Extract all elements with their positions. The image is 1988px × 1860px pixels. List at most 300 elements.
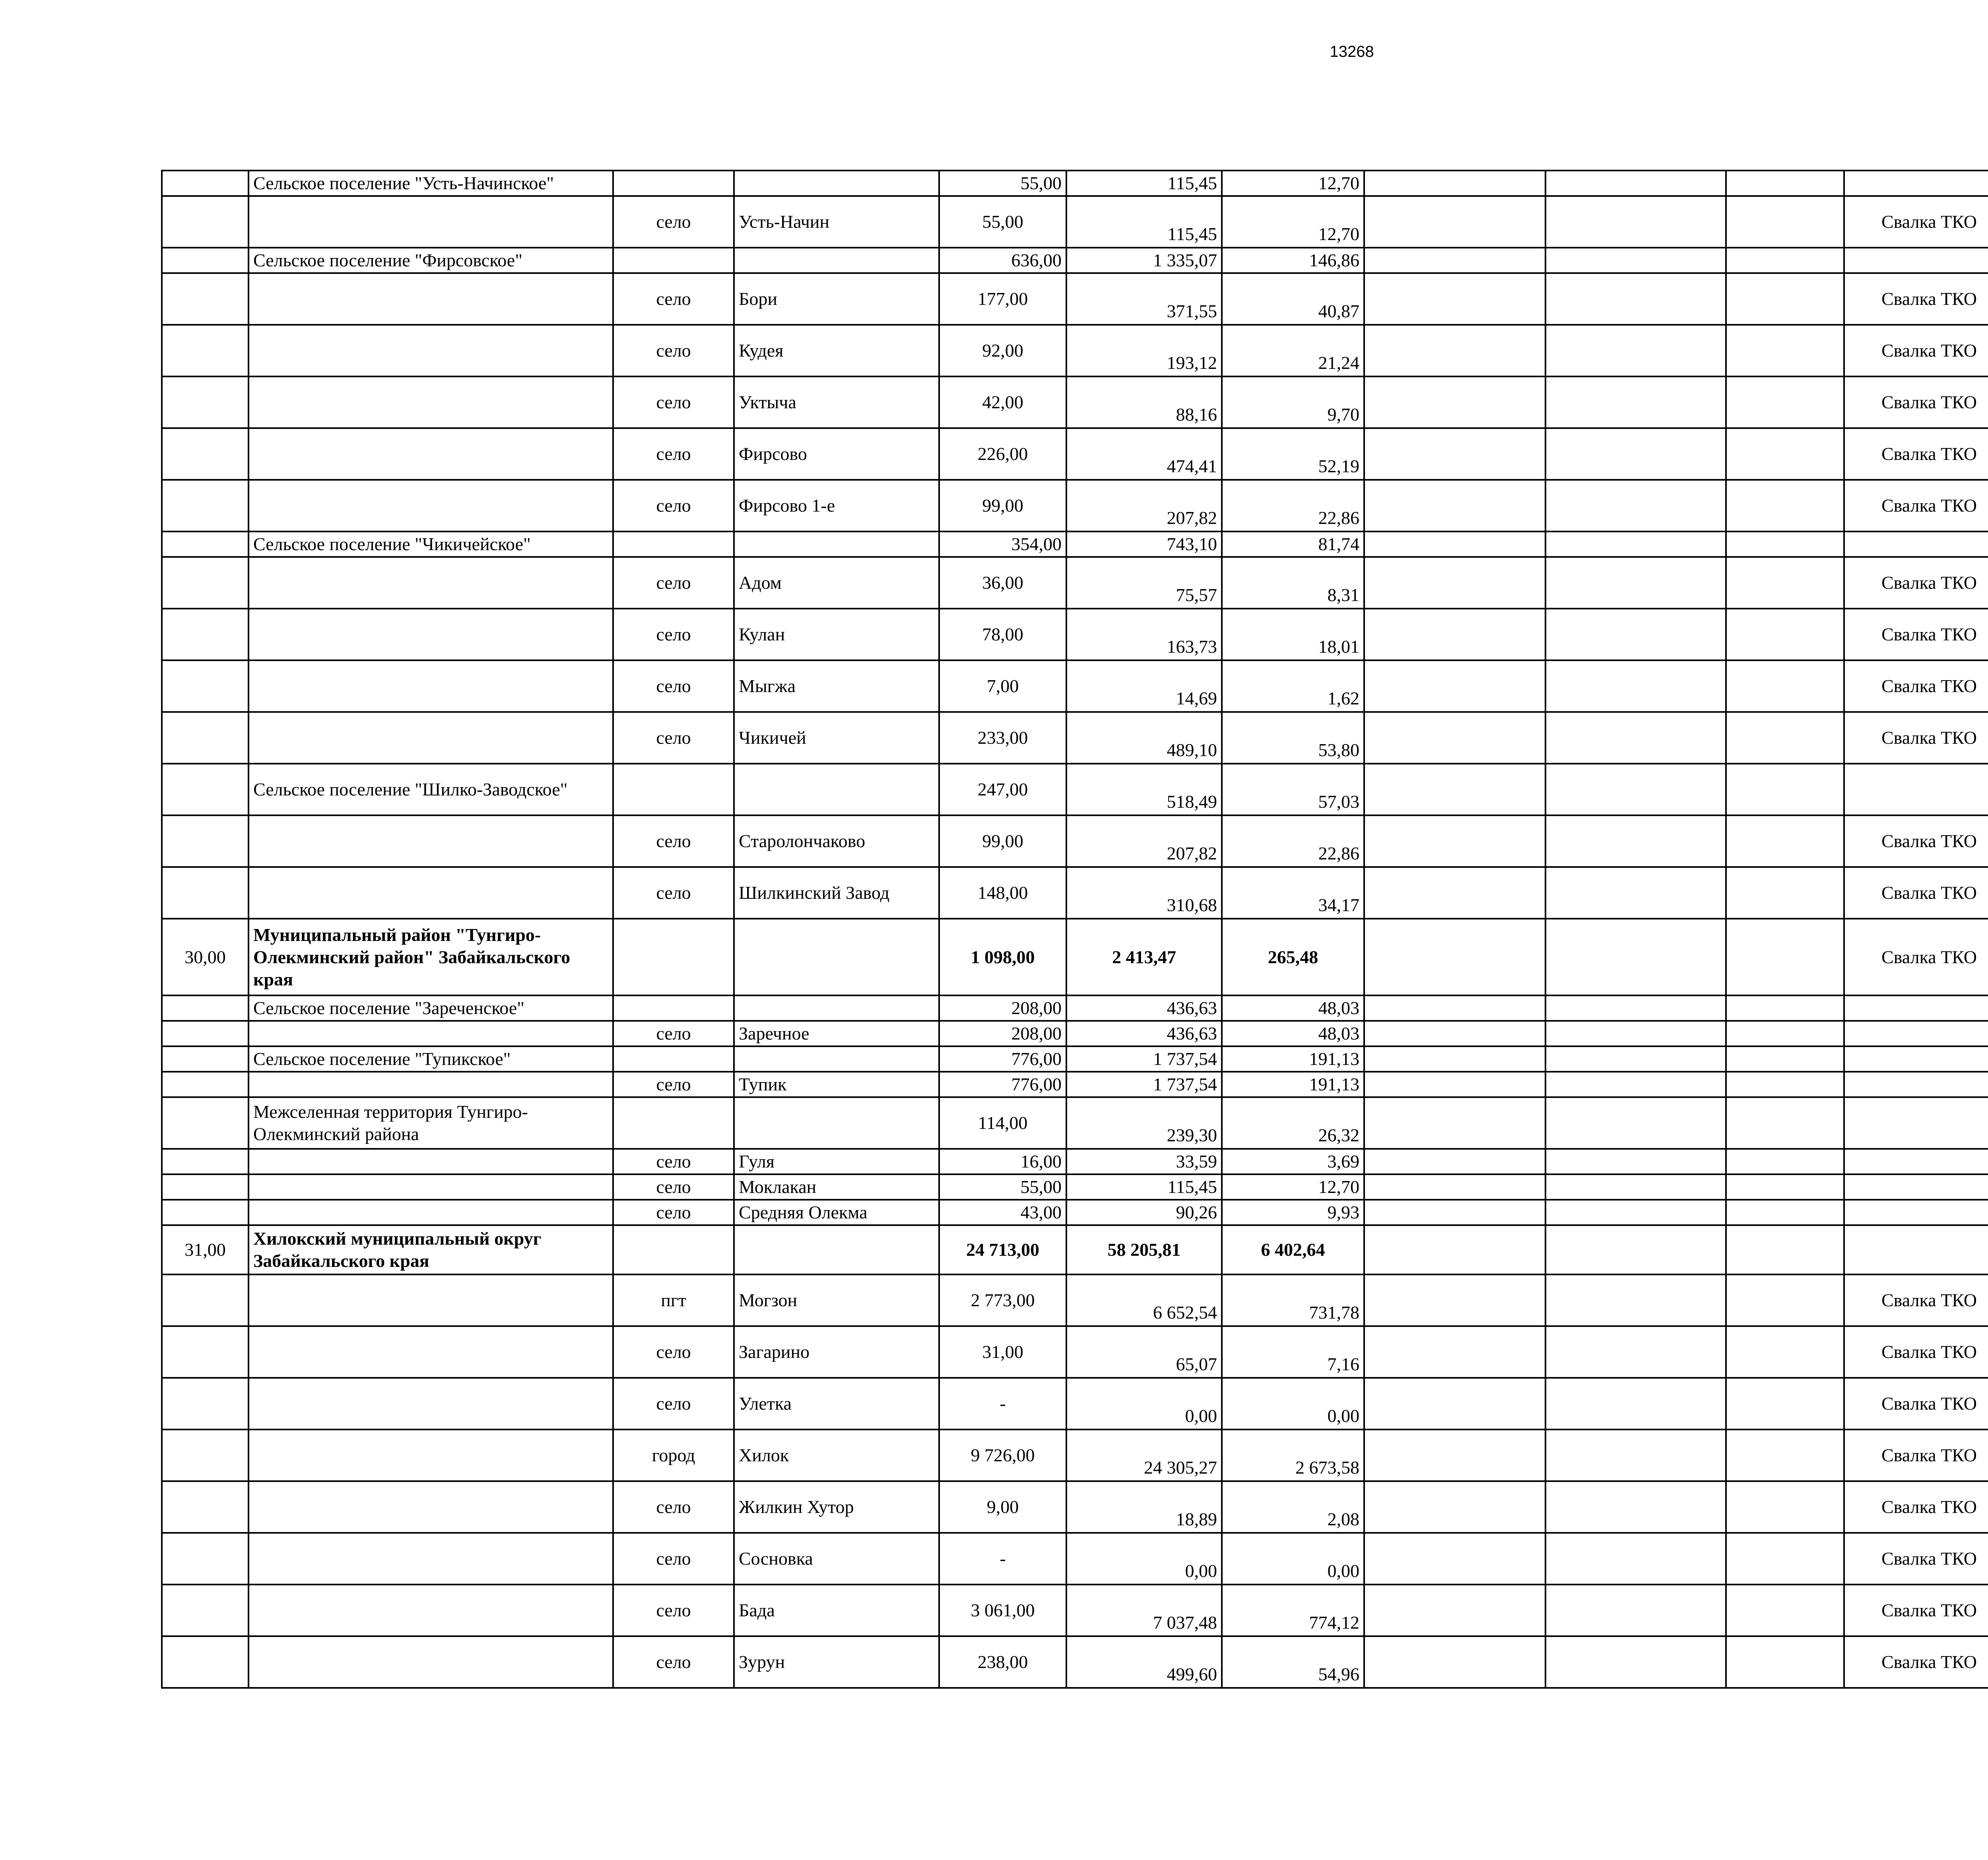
- territory-name-cell: [248, 1481, 613, 1533]
- empty-cell: [1545, 480, 1726, 531]
- empty-cell: [1726, 1378, 1844, 1429]
- empty-cell: [1364, 995, 1545, 1021]
- table-row: [162, 1326, 1988, 1378]
- empty-cell: [1545, 995, 1726, 1021]
- disposal-object-cell: [1844, 248, 1988, 273]
- disposal-object-cell: Свалка ТКО: [1844, 660, 1988, 712]
- empty-cell: [1726, 815, 1844, 867]
- settlement-name-cell: Мыгжа: [734, 660, 939, 712]
- table-row: [162, 248, 1988, 273]
- empty-cell: [1364, 919, 1545, 995]
- territory-name-cell: [248, 1149, 613, 1174]
- empty-cell: [1545, 1636, 1726, 1688]
- volume-cell: 115,45: [1066, 196, 1222, 248]
- settlement-name-cell: Сосновка: [734, 1533, 939, 1585]
- disposal-object-cell: [1844, 1149, 1988, 1174]
- settlement-type-cell: [613, 248, 734, 273]
- territory-name-cell: Сельское поселение "Зареченское": [248, 995, 613, 1021]
- mass-cell: 26,32: [1222, 1097, 1364, 1149]
- disposal-object-cell: Свалка ТКО: [1844, 196, 1988, 248]
- disposal-object-cell: Свалка ТКО: [1844, 815, 1988, 867]
- volume-cell: 2 413,47: [1066, 919, 1222, 995]
- settlement-type-cell: село: [613, 1174, 734, 1200]
- settlement-type-cell: село: [613, 712, 734, 764]
- row-number-cell: [162, 1533, 248, 1585]
- mass-cell: 53,80: [1222, 712, 1364, 764]
- settlements-table: [161, 170, 1988, 1689]
- volume-cell: 518,49: [1066, 764, 1222, 815]
- empty-cell: [1364, 1174, 1545, 1200]
- empty-cell: [1364, 1429, 1545, 1481]
- settlement-type-cell: село: [613, 428, 734, 480]
- settlement-type-cell: село: [613, 196, 734, 248]
- empty-cell: [1726, 1174, 1844, 1200]
- mass-cell: 18,01: [1222, 609, 1364, 660]
- disposal-object-cell: Свалка ТКО: [1844, 376, 1988, 428]
- empty-cell: [1726, 1200, 1844, 1225]
- settlement-type-cell: село: [613, 1378, 734, 1429]
- disposal-object-cell: Свалка ТКО: [1844, 712, 1988, 764]
- territory-name-cell: [248, 1533, 613, 1585]
- settlement-type-cell: пгт: [613, 1274, 734, 1326]
- population-cell: -: [939, 1378, 1066, 1429]
- empty-cell: [1364, 609, 1545, 660]
- territory-name-cell: [248, 815, 613, 867]
- empty-cell: [1545, 1046, 1726, 1072]
- settlement-name-cell: [734, 995, 939, 1021]
- disposal-object-cell: Свалка ТКО: [1844, 1429, 1988, 1481]
- settlement-type-cell: [613, 764, 734, 815]
- volume-cell: 193,12: [1066, 325, 1222, 376]
- row-number-cell: [162, 1378, 248, 1429]
- territory-name-cell: [248, 325, 613, 376]
- empty-cell: [1545, 815, 1726, 867]
- population-cell: 24 713,00: [939, 1225, 1066, 1274]
- settlement-name-cell: Гуля: [734, 1149, 939, 1174]
- territory-name-cell: Муниципальный район "Тунгиро- Олекминский район" Забайкальского края: [248, 919, 613, 995]
- table-row: [162, 1429, 1988, 1481]
- empty-cell: [1726, 1429, 1844, 1481]
- population-cell: 3 061,00: [939, 1585, 1066, 1636]
- empty-cell: [1726, 1149, 1844, 1174]
- empty-cell: [1545, 325, 1726, 376]
- row-number-cell: [162, 660, 248, 712]
- mass-cell: 0,00: [1222, 1378, 1364, 1429]
- empty-cell: [1726, 531, 1844, 557]
- settlement-name-cell: [734, 764, 939, 815]
- table-row: [162, 273, 1988, 325]
- territory-name-cell: [248, 557, 613, 609]
- row-number-cell: [162, 995, 248, 1021]
- row-number-cell: [162, 712, 248, 764]
- empty-cell: [1364, 376, 1545, 428]
- territory-name-cell: [248, 1274, 613, 1326]
- empty-cell: [1364, 764, 1545, 815]
- mass-cell: 22,86: [1222, 480, 1364, 531]
- empty-cell: [1726, 171, 1844, 196]
- volume-cell: 6 652,54: [1066, 1274, 1222, 1326]
- settlement-type-cell: село: [613, 1072, 734, 1097]
- row-number-cell: [162, 1174, 248, 1200]
- settlement-name-cell: [734, 171, 939, 196]
- mass-cell: 2 673,58: [1222, 1429, 1364, 1481]
- volume-cell: 1 737,54: [1066, 1072, 1222, 1097]
- settlement-type-cell: село: [613, 557, 734, 609]
- empty-cell: [1545, 1378, 1726, 1429]
- settlement-name-cell: Бада: [734, 1585, 939, 1636]
- population-cell: 36,00: [939, 557, 1066, 609]
- table-row: [162, 1533, 1988, 1585]
- settlement-type-cell: село: [613, 1533, 734, 1585]
- empty-cell: [1364, 867, 1545, 919]
- table-row: [162, 1174, 1988, 1200]
- settlement-name-cell: Тупик: [734, 1072, 939, 1097]
- mass-cell: 9,70: [1222, 376, 1364, 428]
- mass-cell: 2,08: [1222, 1481, 1364, 1533]
- population-cell: 55,00: [939, 171, 1066, 196]
- volume-cell: 1 737,54: [1066, 1046, 1222, 1072]
- territory-name-cell: [248, 712, 613, 764]
- disposal-object-cell: Свалка ТКО: [1844, 325, 1988, 376]
- mass-cell: 146,86: [1222, 248, 1364, 273]
- empty-cell: [1726, 1225, 1844, 1274]
- volume-cell: 115,45: [1066, 171, 1222, 196]
- empty-cell: [1545, 867, 1726, 919]
- table-row: [162, 1378, 1988, 1429]
- settlement-name-cell: [734, 248, 939, 273]
- volume-cell: 239,30: [1066, 1097, 1222, 1149]
- table-row: [162, 1225, 1988, 1274]
- table-row: [162, 1097, 1988, 1149]
- mass-cell: 22,86: [1222, 815, 1364, 867]
- row-number-cell: [162, 325, 248, 376]
- mass-cell: 8,31: [1222, 557, 1364, 609]
- mass-cell: 81,74: [1222, 531, 1364, 557]
- row-number-cell: [162, 1021, 248, 1046]
- mass-cell: 12,70: [1222, 196, 1364, 248]
- empty-cell: [1545, 1200, 1726, 1225]
- mass-cell: 12,70: [1222, 171, 1364, 196]
- disposal-object-cell: Свалка ТКО: [1844, 1378, 1988, 1429]
- volume-cell: 163,73: [1066, 609, 1222, 660]
- mass-cell: 48,03: [1222, 995, 1364, 1021]
- settlement-name-cell: [734, 919, 939, 995]
- settlement-name-cell: [734, 1225, 939, 1274]
- volume-cell: 14,69: [1066, 660, 1222, 712]
- row-number-cell: [162, 867, 248, 919]
- territory-name-cell: [248, 1636, 613, 1688]
- empty-cell: [1726, 995, 1844, 1021]
- volume-cell: 207,82: [1066, 815, 1222, 867]
- table-row: [162, 531, 1988, 557]
- table-row: [162, 480, 1988, 531]
- territory-name-cell: Сельское поселение "Шилко-Заводское": [248, 764, 613, 815]
- mass-cell: 12,70: [1222, 1174, 1364, 1200]
- territory-name-cell: Сельское поселение "Чикичейское": [248, 531, 613, 557]
- disposal-object-cell: [1844, 171, 1988, 196]
- empty-cell: [1364, 1378, 1545, 1429]
- settlement-name-cell: Старолончаково: [734, 815, 939, 867]
- volume-cell: 1 335,07: [1066, 248, 1222, 273]
- table-row: [162, 428, 1988, 480]
- empty-cell: [1726, 1046, 1844, 1072]
- settlement-name-cell: Адом: [734, 557, 939, 609]
- population-cell: 16,00: [939, 1149, 1066, 1174]
- settlement-type-cell: село: [613, 325, 734, 376]
- settlement-type-cell: село: [613, 867, 734, 919]
- mass-cell: 6 402,64: [1222, 1225, 1364, 1274]
- empty-cell: [1545, 1097, 1726, 1149]
- empty-cell: [1364, 1200, 1545, 1225]
- row-number-cell: 31,00: [162, 1225, 248, 1274]
- settlement-name-cell: Средняя Олекма: [734, 1200, 939, 1225]
- territory-name-cell: [248, 1200, 613, 1225]
- territory-name-cell: [248, 480, 613, 531]
- settlement-type-cell: село: [613, 1326, 734, 1378]
- settlement-name-cell: Моклакан: [734, 1174, 939, 1200]
- empty-cell: [1545, 1533, 1726, 1585]
- mass-cell: 3,69: [1222, 1149, 1364, 1174]
- disposal-object-cell: Свалка ТКО: [1844, 428, 1988, 480]
- empty-cell: [1364, 248, 1545, 273]
- volume-cell: 90,26: [1066, 1200, 1222, 1225]
- volume-cell: 7 037,48: [1066, 1585, 1222, 1636]
- territory-name-cell: Хилокский муниципальный округ Забайкальского края: [248, 1225, 613, 1274]
- settlement-type-cell: село: [613, 1149, 734, 1174]
- population-cell: 208,00: [939, 995, 1066, 1021]
- empty-cell: [1364, 273, 1545, 325]
- table-row: [162, 557, 1988, 609]
- population-cell: 233,00: [939, 712, 1066, 764]
- volume-cell: 743,10: [1066, 531, 1222, 557]
- disposal-object-cell: Свалка ТКО: [1844, 480, 1988, 531]
- population-cell: 31,00: [939, 1326, 1066, 1378]
- table-row: [162, 919, 1988, 995]
- volume-cell: 115,45: [1066, 1174, 1222, 1200]
- mass-cell: 52,19: [1222, 428, 1364, 480]
- population-cell: 776,00: [939, 1046, 1066, 1072]
- mass-cell: 40,87: [1222, 273, 1364, 325]
- population-cell: -: [939, 1533, 1066, 1585]
- population-cell: 55,00: [939, 196, 1066, 248]
- population-cell: 114,00: [939, 1097, 1066, 1149]
- disposal-object-cell: [1844, 764, 1988, 815]
- row-number-cell: [162, 376, 248, 428]
- settlement-type-cell: [613, 995, 734, 1021]
- settlement-name-cell: Кулан: [734, 609, 939, 660]
- row-number-cell: [162, 1429, 248, 1481]
- empty-cell: [1726, 480, 1844, 531]
- settlement-name-cell: Кудея: [734, 325, 939, 376]
- empty-cell: [1364, 1149, 1545, 1174]
- volume-cell: 310,68: [1066, 867, 1222, 919]
- disposal-object-cell: [1844, 1174, 1988, 1200]
- volume-cell: 499,60: [1066, 1636, 1222, 1688]
- empty-cell: [1364, 1097, 1545, 1149]
- empty-cell: [1545, 1274, 1726, 1326]
- disposal-object-cell: Свалка ТКО: [1844, 609, 1988, 660]
- empty-cell: [1364, 428, 1545, 480]
- empty-cell: [1545, 196, 1726, 248]
- disposal-object-cell: Свалка ТКО: [1844, 919, 1988, 995]
- table-row: [162, 1149, 1988, 1174]
- table-row: [162, 1200, 1988, 1225]
- row-number-cell: [162, 428, 248, 480]
- disposal-object-cell: Свалка ТКО: [1844, 1481, 1988, 1533]
- empty-cell: [1545, 1021, 1726, 1046]
- row-number-cell: [162, 764, 248, 815]
- table-row: [162, 376, 1988, 428]
- empty-cell: [1726, 376, 1844, 428]
- table-row: [162, 609, 1988, 660]
- population-cell: 92,00: [939, 325, 1066, 376]
- table-row: [162, 660, 1988, 712]
- table-row: [162, 1046, 1988, 1072]
- population-cell: 238,00: [939, 1636, 1066, 1688]
- empty-cell: [1545, 660, 1726, 712]
- population-cell: 226,00: [939, 428, 1066, 480]
- settlement-name-cell: Зурун: [734, 1636, 939, 1688]
- row-number-cell: [162, 1326, 248, 1378]
- disposal-object-cell: [1844, 1046, 1988, 1072]
- table-row: [162, 764, 1988, 815]
- territory-name-cell: [248, 196, 613, 248]
- page-number: 13268: [1330, 43, 1374, 60]
- population-cell: 148,00: [939, 867, 1066, 919]
- population-cell: 2 773,00: [939, 1274, 1066, 1326]
- empty-cell: [1726, 660, 1844, 712]
- territory-name-cell: [248, 609, 613, 660]
- empty-cell: [1364, 1072, 1545, 1097]
- settlement-name-cell: Хилок: [734, 1429, 939, 1481]
- empty-cell: [1726, 1326, 1844, 1378]
- population-cell: 42,00: [939, 376, 1066, 428]
- disposal-object-cell: [1844, 1072, 1988, 1097]
- table-row: [162, 1585, 1988, 1636]
- mass-cell: 48,03: [1222, 1021, 1364, 1046]
- empty-cell: [1726, 1585, 1844, 1636]
- settlement-type-cell: город: [613, 1429, 734, 1481]
- empty-cell: [1364, 1481, 1545, 1533]
- settlement-type-cell: село: [613, 815, 734, 867]
- population-cell: 9,00: [939, 1481, 1066, 1533]
- table-row: [162, 712, 1988, 764]
- disposal-object-cell: Свалка ТКО: [1844, 1636, 1988, 1688]
- territory-name-cell: [248, 1326, 613, 1378]
- empty-cell: [1364, 1021, 1545, 1046]
- table-row: [162, 867, 1988, 919]
- settlement-name-cell: Загарино: [734, 1326, 939, 1378]
- settlement-type-cell: [613, 1225, 734, 1274]
- empty-cell: [1726, 1072, 1844, 1097]
- empty-cell: [1726, 867, 1844, 919]
- empty-cell: [1726, 196, 1844, 248]
- empty-cell: [1545, 1225, 1726, 1274]
- volume-cell: 75,57: [1066, 557, 1222, 609]
- empty-cell: [1364, 325, 1545, 376]
- settlement-type-cell: село: [613, 480, 734, 531]
- settlement-name-cell: Уктыча: [734, 376, 939, 428]
- territory-name-cell: [248, 1174, 613, 1200]
- empty-cell: [1364, 196, 1545, 248]
- mass-cell: 0,00: [1222, 1533, 1364, 1585]
- disposal-object-cell: Свалка ТКО: [1844, 273, 1988, 325]
- row-number-cell: [162, 196, 248, 248]
- population-cell: 43,00: [939, 1200, 1066, 1225]
- population-cell: 776,00: [939, 1072, 1066, 1097]
- empty-cell: [1726, 764, 1844, 815]
- empty-cell: [1545, 428, 1726, 480]
- population-cell: 99,00: [939, 480, 1066, 531]
- empty-cell: [1545, 1585, 1726, 1636]
- empty-cell: [1545, 919, 1726, 995]
- territory-name-cell: [248, 867, 613, 919]
- empty-cell: [1545, 609, 1726, 660]
- territory-name-cell: [248, 1429, 613, 1481]
- settlement-type-cell: [613, 1046, 734, 1072]
- territory-name-cell: [248, 273, 613, 325]
- settlement-name-cell: Жилкин Хутор: [734, 1481, 939, 1533]
- settlement-type-cell: село: [613, 1585, 734, 1636]
- territory-name-cell: [248, 428, 613, 480]
- settlement-type-cell: село: [613, 609, 734, 660]
- empty-cell: [1726, 1097, 1844, 1149]
- territory-name-cell: [248, 1378, 613, 1429]
- settlement-name-cell: Фирсово: [734, 428, 939, 480]
- empty-cell: [1545, 712, 1726, 764]
- settlement-type-cell: село: [613, 1636, 734, 1688]
- disposal-object-cell: [1844, 1097, 1988, 1149]
- row-number-cell: [162, 1149, 248, 1174]
- row-number-cell: [162, 1097, 248, 1149]
- empty-cell: [1545, 764, 1726, 815]
- mass-cell: 57,03: [1222, 764, 1364, 815]
- settlement-name-cell: Бори: [734, 273, 939, 325]
- row-number-cell: [162, 171, 248, 196]
- disposal-object-cell: [1844, 1021, 1988, 1046]
- settlement-name-cell: Чикичей: [734, 712, 939, 764]
- settlement-type-cell: село: [613, 273, 734, 325]
- population-cell: 247,00: [939, 764, 1066, 815]
- territory-name-cell: [248, 376, 613, 428]
- territory-name-cell: Сельское поселение "Тупикское": [248, 1046, 613, 1072]
- volume-cell: 0,00: [1066, 1533, 1222, 1585]
- empty-cell: [1545, 248, 1726, 273]
- mass-cell: 54,96: [1222, 1636, 1364, 1688]
- mass-cell: 191,13: [1222, 1046, 1364, 1072]
- territory-name-cell: [248, 1585, 613, 1636]
- disposal-object-cell: [1844, 1200, 1988, 1225]
- settlement-name-cell: [734, 1046, 939, 1072]
- volume-cell: 88,16: [1066, 376, 1222, 428]
- table-row: [162, 1021, 1988, 1046]
- row-number-cell: [162, 1481, 248, 1533]
- volume-cell: 207,82: [1066, 480, 1222, 531]
- table-row: [162, 171, 1988, 196]
- mass-cell: 34,17: [1222, 867, 1364, 919]
- mass-cell: 265,48: [1222, 919, 1364, 995]
- row-number-cell: [162, 609, 248, 660]
- settlement-type-cell: село: [613, 1481, 734, 1533]
- empty-cell: [1545, 531, 1726, 557]
- disposal-object-cell: Свалка ТКО: [1844, 1326, 1988, 1378]
- volume-cell: 24 305,27: [1066, 1429, 1222, 1481]
- disposal-object-cell: Свалка ТКО: [1844, 867, 1988, 919]
- territory-name-cell: [248, 660, 613, 712]
- empty-cell: [1545, 1174, 1726, 1200]
- population-cell: 55,00: [939, 1174, 1066, 1200]
- table-row: [162, 815, 1988, 867]
